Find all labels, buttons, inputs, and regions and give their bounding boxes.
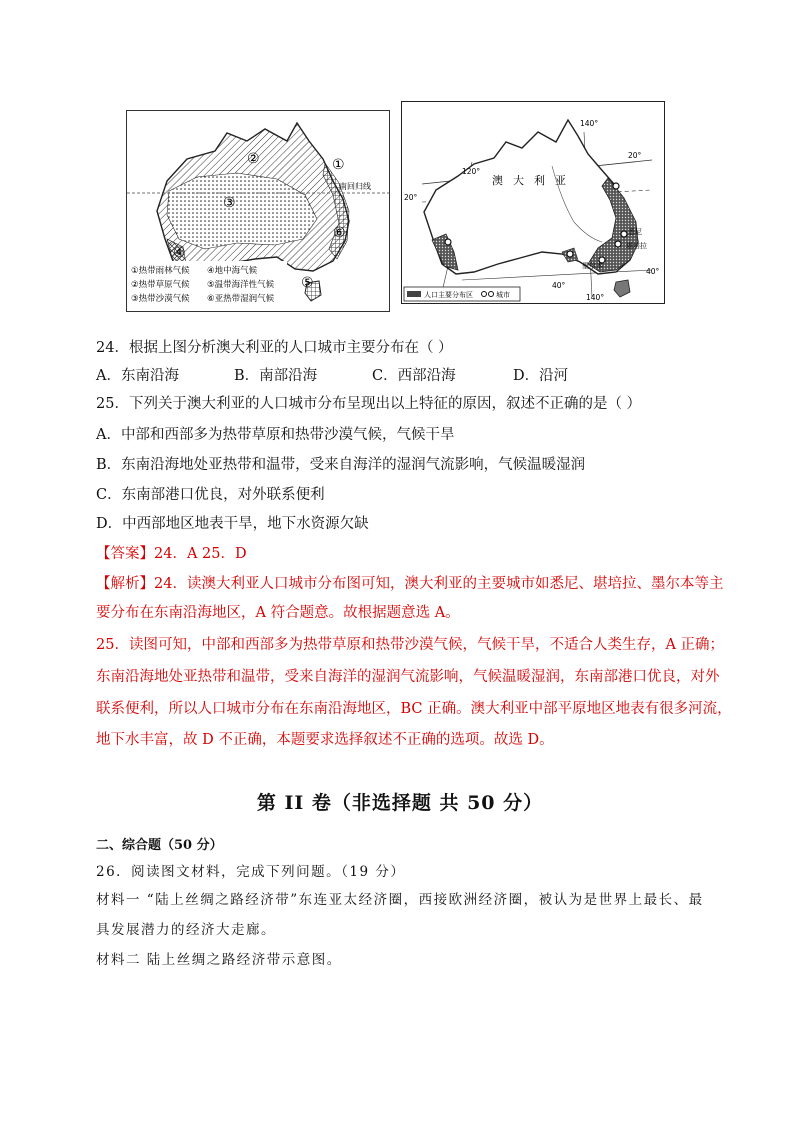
- question-24-option-a: A．东南沿海: [96, 368, 179, 384]
- climate-number: ②: [247, 151, 260, 167]
- question-25-option-c: C．东南部港口优良，对外联系便利: [96, 487, 325, 503]
- material-1-line: 材料一 “陆上丝绸之路经济带”东连亚太经济圈，西接欧洲经济圈，被认为是世界上最长、最: [96, 892, 704, 908]
- material-1-line: 具发展潜力的经济大走廊。: [96, 922, 276, 938]
- analysis-line: 25．读图可知，中部和西部多为热带草原和热带沙漠气候，气候干旱，不适合人类生存，A 正确；: [96, 637, 725, 653]
- degree-label: 120°: [462, 167, 481, 176]
- degree-label: 140°: [580, 119, 599, 128]
- section-title: 第 II 卷（非选择题 共 50 分）: [256, 792, 544, 814]
- legend-item: ⑤温带海洋性气候: [207, 280, 275, 290]
- degree-label: 40°: [552, 281, 566, 290]
- degree-label: 20°: [404, 193, 418, 202]
- population-map: [401, 101, 665, 304]
- degree-label: 40°: [646, 267, 660, 276]
- question-24-stem: 24．根据上图分析澳大利亚的人口城市主要分布在（ ）: [96, 340, 453, 356]
- climate-map: [126, 110, 390, 312]
- question-24-option-c: C．西部沿海: [372, 368, 456, 384]
- city-label: 堪培拉: [626, 242, 647, 250]
- city-marker: [615, 241, 621, 247]
- legend-item: ③热带沙漠气候: [131, 294, 190, 304]
- question-25-stem: 25．下列关于澳大利亚的人口城市分布呈现出以上特征的原因，叙述不正确的是（ ）: [96, 396, 642, 412]
- degree-label: 20°: [628, 151, 642, 160]
- analysis-line: 地下水丰富，故 D 不正确，本题要求选择叙述不正确的选项。故选 D。: [96, 732, 554, 748]
- city-marker: [613, 183, 619, 189]
- climate-number: ⑥: [333, 225, 346, 241]
- tropic-label: 南回归线: [339, 182, 371, 191]
- question-24-option-d: D．沿河: [513, 368, 569, 384]
- climate-number: ③: [223, 195, 236, 211]
- legend-item: ④地中海气候: [207, 266, 258, 276]
- city-marker: [567, 251, 573, 257]
- city-marker: [621, 231, 627, 237]
- city-label: 墨尔本: [582, 262, 603, 270]
- question-25-option-d: D．中西部地区地表干旱，地下水资源欠缺: [96, 516, 369, 532]
- legend-area-label: 人口主要分布区: [424, 291, 473, 299]
- tasmania: [614, 280, 630, 297]
- question-26-stem: 26．阅读图文材料，完成下列问题。（19 分）: [96, 864, 406, 880]
- analysis-line: 要分布在东南沿海地区，A 符合题意。故根据题意选 A。: [96, 605, 460, 621]
- legend-item: ⑥亚热带湿润气候: [207, 294, 275, 304]
- climate-number: ④: [173, 245, 186, 261]
- analysis-line: 联系便利，所以人口城市分布在东南沿海地区，BC 正确。澳大利亚中部平原地区地表有很多河流，: [96, 701, 732, 717]
- legend-item: ①热带雨林气候: [131, 266, 190, 276]
- analysis-line: 【解析】24．读澳大利亚人口城市分布图可知，澳大利亚的主要城市如悉尼、堪培拉、墨尔本等主: [96, 576, 724, 592]
- analysis-line: 东南沿海地处亚热带和温带，受来自海洋的湿润气流影响，气候温暖湿润，东南部港口优良，对外: [96, 669, 720, 685]
- question-24-option-b: B．南部沿海: [234, 368, 318, 384]
- part-heading: 二、综合题（50 分）: [96, 838, 223, 853]
- city-label: 悉尼: [628, 228, 642, 236]
- answer-line: 【答案】24．A 25．D: [96, 546, 247, 562]
- question-25-option-b: B．东南沿海地处亚热带和温带，受来自海洋的湿润气流影响，气候温暖湿润: [96, 457, 586, 473]
- material-2-line: 材料二 陆上丝绸之路经济带示意图。: [96, 952, 342, 968]
- country-label: 澳大利亚: [492, 174, 576, 187]
- degree-label: 140°: [586, 293, 605, 302]
- legend-item: ②热带草原气候: [131, 280, 190, 290]
- legend-city-label: 城市: [496, 291, 510, 299]
- question-25-option-a: A．中部和西部多为热带草原和热带沙漠气候，气候干旱: [96, 427, 455, 443]
- climate-number: ①: [332, 157, 345, 173]
- climate-number: ⑤: [301, 275, 314, 291]
- city-marker: [445, 239, 451, 245]
